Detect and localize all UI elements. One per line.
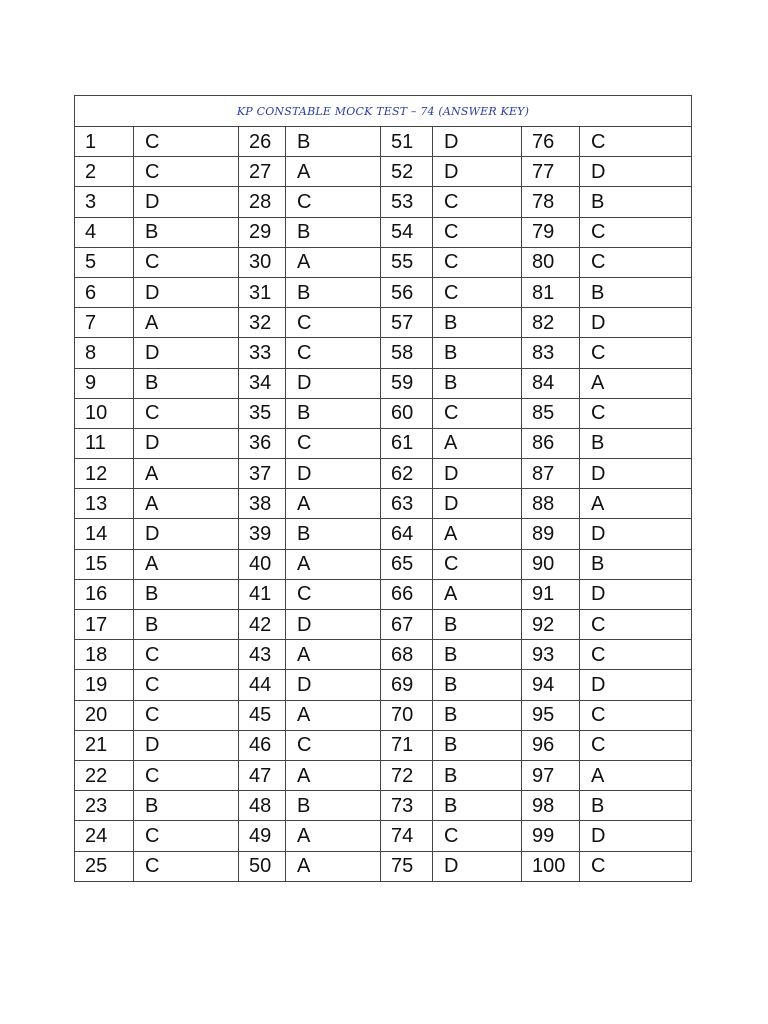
table-row [75,851,692,881]
table-row [75,428,692,458]
question-number: 66 [381,579,433,609]
question-number: 84 [522,368,580,398]
question-number: 36 [239,428,286,458]
answer-option: C [134,821,239,851]
answer-option: A [134,459,239,489]
question-number: 15 [75,549,134,579]
question-number: 55 [381,247,433,277]
question-number: 39 [239,519,286,549]
question-number: 69 [381,670,433,700]
answer-option: C [580,700,692,730]
table-row [75,760,692,790]
answer-option: B [433,640,522,670]
answer-option: B [580,277,692,307]
answer-option: A [286,489,381,519]
question-number: 13 [75,489,134,519]
answer-option: A [134,489,239,519]
question-number: 30 [239,247,286,277]
question-number: 98 [522,791,580,821]
answer-option: D [134,338,239,368]
answer-option: C [134,851,239,881]
answer-option: B [286,519,381,549]
answer-option: C [433,398,522,428]
answer-option: C [286,338,381,368]
answer-option: D [134,730,239,760]
question-number: 35 [239,398,286,428]
question-number: 78 [522,187,580,217]
answer-option: A [580,489,692,519]
answer-option: C [286,187,381,217]
question-number: 32 [239,308,286,338]
question-number: 95 [522,700,580,730]
answer-option: C [580,127,692,157]
question-number: 50 [239,851,286,881]
answer-option: A [286,640,381,670]
question-number: 45 [239,700,286,730]
question-number: 57 [381,308,433,338]
answer-option: B [580,187,692,217]
question-number: 38 [239,489,286,519]
answer-option: D [580,308,692,338]
answer-option: A [433,579,522,609]
answer-option: B [134,368,239,398]
answer-option: D [286,610,381,640]
question-number: 1 [75,127,134,157]
answer-option: A [286,851,381,881]
answer-option: A [134,308,239,338]
answer-option: A [286,247,381,277]
answer-option: C [134,700,239,730]
answer-option: B [134,610,239,640]
question-number: 31 [239,277,286,307]
answer-option: C [134,760,239,790]
answer-option: C [580,247,692,277]
question-number: 51 [381,127,433,157]
table-row [75,157,692,187]
answer-option: C [286,308,381,338]
answer-option: D [286,368,381,398]
table-row [75,519,692,549]
answer-option: A [286,700,381,730]
answer-option: D [433,489,522,519]
question-number: 72 [381,760,433,790]
question-number: 25 [75,851,134,881]
answer-option: B [433,368,522,398]
question-number: 8 [75,338,134,368]
question-number: 87 [522,459,580,489]
question-number: 82 [522,308,580,338]
table-row [75,821,692,851]
question-number: 48 [239,791,286,821]
question-number: 33 [239,338,286,368]
answer-option: D [433,157,522,187]
question-number: 12 [75,459,134,489]
question-number: 91 [522,579,580,609]
question-number: 6 [75,277,134,307]
question-number: 21 [75,730,134,760]
answer-option: B [433,700,522,730]
question-number: 65 [381,549,433,579]
answer-option: A [286,760,381,790]
question-number: 4 [75,217,134,247]
table-row [75,277,692,307]
question-number: 43 [239,640,286,670]
question-number: 76 [522,127,580,157]
question-number: 81 [522,277,580,307]
table-row [75,670,692,700]
answer-option: B [433,308,522,338]
answer-option: A [433,519,522,549]
table-row [75,127,692,157]
answer-option: C [286,730,381,760]
table-row [75,489,692,519]
question-number: 54 [381,217,433,247]
answer-option: D [134,187,239,217]
answer-option: A [134,549,239,579]
answer-option: B [134,579,239,609]
title-row [75,96,692,127]
answer-option: C [433,277,522,307]
question-number: 62 [381,459,433,489]
answer-option: D [580,670,692,700]
answer-option: D [580,579,692,609]
answer-option: B [433,610,522,640]
question-number: 93 [522,640,580,670]
question-number: 20 [75,700,134,730]
question-number: 96 [522,730,580,760]
question-number: 11 [75,428,134,458]
answer-option: B [134,791,239,821]
answer-option: D [134,277,239,307]
answer-option: B [286,791,381,821]
question-number: 59 [381,368,433,398]
question-number: 46 [239,730,286,760]
answer-option: C [580,730,692,760]
question-number: 89 [522,519,580,549]
question-number: 71 [381,730,433,760]
answer-option: C [134,398,239,428]
answer-option: B [286,217,381,247]
answer-option: C [433,217,522,247]
answer-option: C [286,428,381,458]
answer-option: C [580,640,692,670]
answer-option: D [580,821,692,851]
question-number: 67 [381,610,433,640]
table-title: KP CONSTABLE MOCK TEST – 74 (ANSWER KEY) [75,96,692,127]
question-number: 97 [522,760,580,790]
question-number: 40 [239,549,286,579]
answer-option: D [286,670,381,700]
question-number: 27 [239,157,286,187]
answer-option: C [433,549,522,579]
question-number: 7 [75,308,134,338]
question-number: 44 [239,670,286,700]
table-row [75,459,692,489]
answer-option: C [134,670,239,700]
question-number: 61 [381,428,433,458]
question-number: 10 [75,398,134,428]
answer-option: C [580,338,692,368]
answer-option: D [580,157,692,187]
answer-option: D [580,459,692,489]
answer-option: A [580,368,692,398]
question-number: 42 [239,610,286,640]
table-row [75,308,692,338]
question-number: 29 [239,217,286,247]
answer-option: D [433,851,522,881]
answer-option: C [580,610,692,640]
answer-key-body [75,96,692,882]
question-number: 34 [239,368,286,398]
question-number: 22 [75,760,134,790]
question-number: 16 [75,579,134,609]
question-number: 70 [381,700,433,730]
question-number: 18 [75,640,134,670]
answer-option: B [134,217,239,247]
answer-option: B [580,549,692,579]
answer-option: B [286,127,381,157]
table-row [75,217,692,247]
answer-option: C [134,127,239,157]
question-number: 64 [381,519,433,549]
answer-option: D [433,127,522,157]
answer-option: C [433,821,522,851]
question-number: 88 [522,489,580,519]
question-number: 28 [239,187,286,217]
question-number: 47 [239,760,286,790]
question-number: 9 [75,368,134,398]
table-row [75,700,692,730]
table-row [75,640,692,670]
question-number: 83 [522,338,580,368]
answer-option: C [433,187,522,217]
question-number: 73 [381,791,433,821]
answer-option: B [433,760,522,790]
question-number: 94 [522,670,580,700]
table-row [75,187,692,217]
table-row [75,579,692,609]
question-number: 100 [522,851,580,881]
answer-option: C [433,247,522,277]
question-number: 68 [381,640,433,670]
question-number: 60 [381,398,433,428]
table-row [75,610,692,640]
answer-option: B [286,277,381,307]
answer-option: D [433,459,522,489]
answer-option: A [580,760,692,790]
answer-option: B [580,791,692,821]
answer-option: C [134,157,239,187]
answer-option: C [580,217,692,247]
question-number: 19 [75,670,134,700]
question-number: 86 [522,428,580,458]
answer-option: A [286,821,381,851]
question-number: 3 [75,187,134,217]
question-number: 53 [381,187,433,217]
answer-option: B [433,338,522,368]
question-number: 90 [522,549,580,579]
answer-option: C [286,579,381,609]
question-number: 63 [381,489,433,519]
table-row [75,398,692,428]
table-row [75,791,692,821]
answer-option: A [433,428,522,458]
question-number: 74 [381,821,433,851]
answer-option: D [580,519,692,549]
question-number: 85 [522,398,580,428]
answer-option: B [433,791,522,821]
table-row [75,730,692,760]
question-number: 26 [239,127,286,157]
answer-option: C [134,640,239,670]
answer-option: B [433,670,522,700]
question-number: 5 [75,247,134,277]
question-number: 41 [239,579,286,609]
question-number: 14 [75,519,134,549]
question-number: 37 [239,459,286,489]
question-number: 56 [381,277,433,307]
table-row [75,338,692,368]
question-number: 23 [75,791,134,821]
answer-option: C [580,398,692,428]
question-number: 49 [239,821,286,851]
answer-option: A [286,549,381,579]
question-number: 58 [381,338,433,368]
question-number: 92 [522,610,580,640]
answer-key-table [74,95,692,882]
table-row [75,368,692,398]
answer-option: D [134,519,239,549]
answer-option: B [286,398,381,428]
answer-option: B [433,730,522,760]
answer-option: D [286,459,381,489]
question-number: 80 [522,247,580,277]
question-number: 17 [75,610,134,640]
question-number: 99 [522,821,580,851]
answer-option: C [134,247,239,277]
answer-option: B [580,428,692,458]
question-number: 52 [381,157,433,187]
answer-option: C [580,851,692,881]
answer-option: D [134,428,239,458]
table-row [75,247,692,277]
question-number: 2 [75,157,134,187]
question-number: 75 [381,851,433,881]
question-number: 77 [522,157,580,187]
answer-option: A [286,157,381,187]
question-number: 24 [75,821,134,851]
table-row [75,549,692,579]
question-number: 79 [522,217,580,247]
